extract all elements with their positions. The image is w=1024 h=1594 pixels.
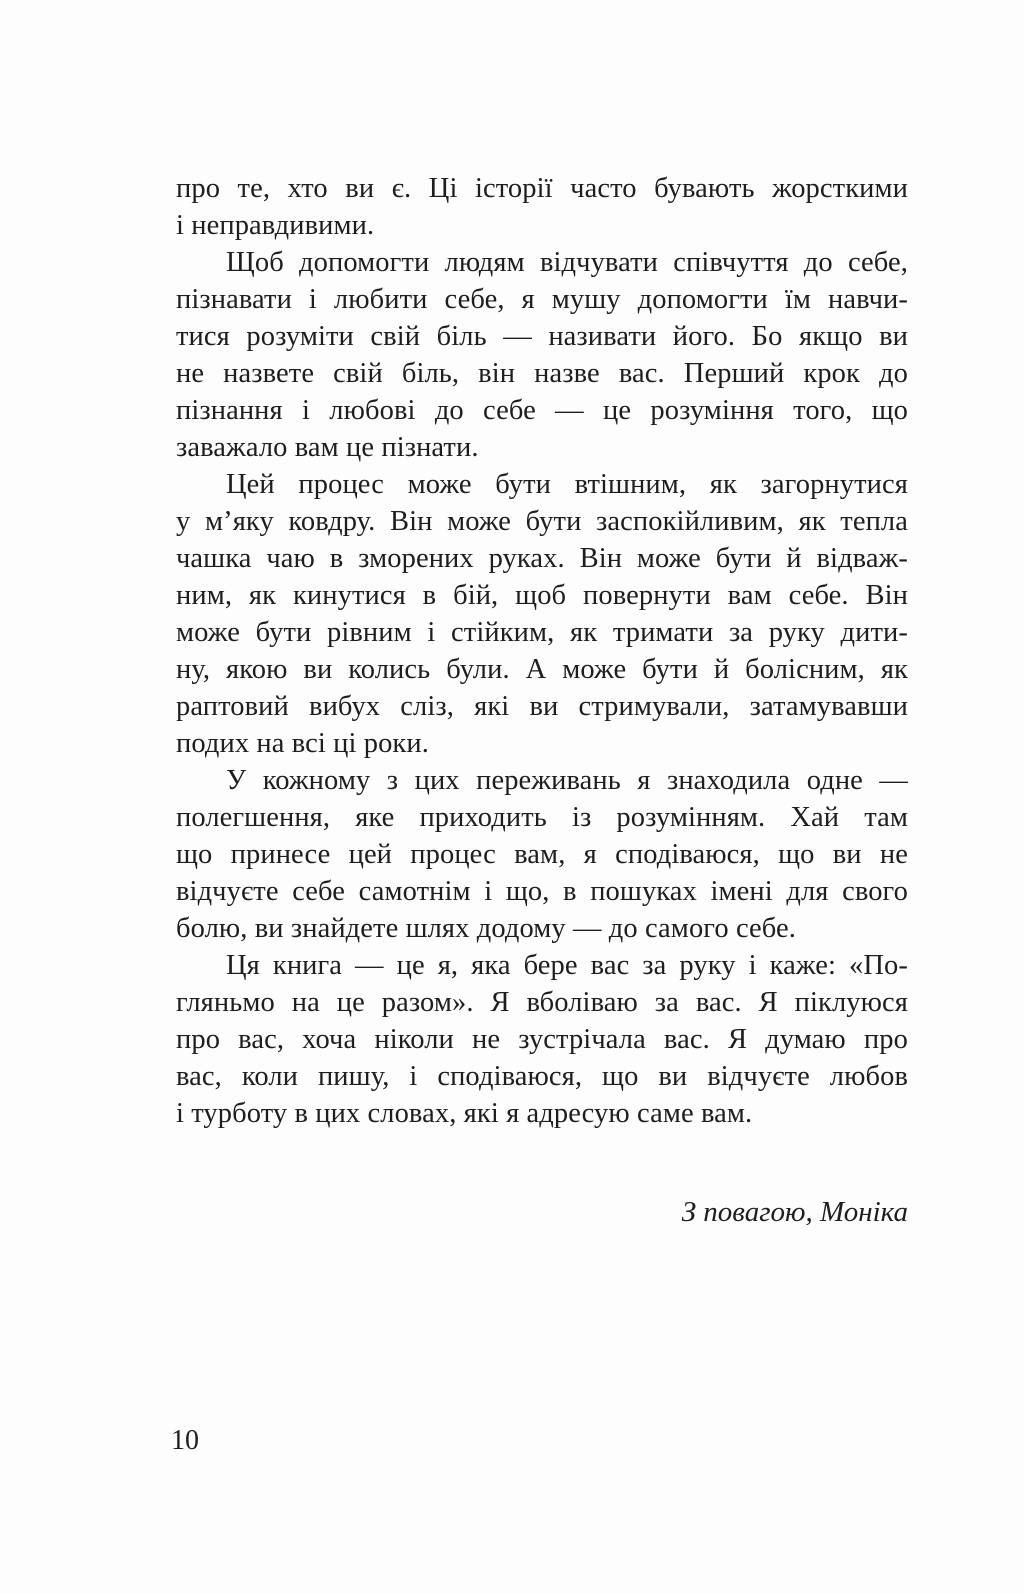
- text-line: У кожному з цих переживань я знаходила одне —: [226, 765, 908, 796]
- text-line: ну, якою ви колись були. А може бути й болісним, як: [176, 654, 908, 685]
- text-line: чашка чаю в зморених руках. Він може бути й відваж-: [176, 543, 908, 574]
- text-line: ним, як кинутися в бій, щоб повернути вам себе. Він: [176, 580, 908, 611]
- text-line: про вас, хоча ніколи не зустрічала вас. Я думаю про: [176, 1024, 908, 1055]
- text-line: раптовий вибух сліз, які ви стримували, затамувавши: [176, 691, 908, 722]
- text-line: пізнання і любові до себе — це розуміння того, що: [176, 395, 908, 426]
- page-number: 10: [171, 1425, 199, 1456]
- text-line: і неправдивими.: [176, 210, 375, 241]
- text-line: Щоб допомогти людям відчувати співчуття до себе,: [226, 247, 908, 278]
- text-line: не назвете свій біль, він назве вас. Перший крок до: [176, 358, 908, 389]
- author-signature: З повагою, Моніка: [681, 1196, 908, 1228]
- text-line: відчуєте себе самотнім і що, в пошуках імені для свого: [176, 876, 908, 907]
- text-line: полегшення, яке приходить із розумінням. Хай там: [176, 802, 908, 833]
- text-line: Ця книга — це я, яка бере вас за руку і каже: «По-: [226, 950, 908, 981]
- text-line: Цей процес може бути втішним, як загорнутися: [226, 469, 908, 500]
- text-line: і турботу в цих словах, які я адресую саме вам.: [176, 1098, 753, 1129]
- text-line: може бути рівним і стійким, як тримати за руку дити-: [176, 617, 908, 648]
- text-line: болю, ви знайдете шлях додому — до самого себе.: [176, 913, 796, 944]
- text-line: заважало вам це пізнати.: [176, 432, 479, 463]
- text-line: тися розуміти свій біль — називати його. Бо якщо ви: [176, 321, 908, 352]
- text-line: подих на всі ці роки.: [176, 728, 429, 759]
- text-line: пізнавати і любити себе, я мушу допомогти їм навчи-: [176, 284, 908, 315]
- page-text: [176, 170, 908, 1132]
- text-line: про те, хто ви є. Ці історії часто бувають жорсткими: [176, 173, 908, 204]
- text-line: у м’яку ковдру. Він може бути заспокійливим, як тепла: [176, 506, 908, 537]
- text-line: що принесе цей процес вам, я сподіваюся, що ви не: [176, 839, 908, 870]
- text-line: гляньмо на це разом». Я вболіваю за вас. Я піклуюся: [176, 987, 908, 1018]
- text-line: вас, коли пишу, і сподіваюся, що ви відчуєте любов: [176, 1061, 908, 1092]
